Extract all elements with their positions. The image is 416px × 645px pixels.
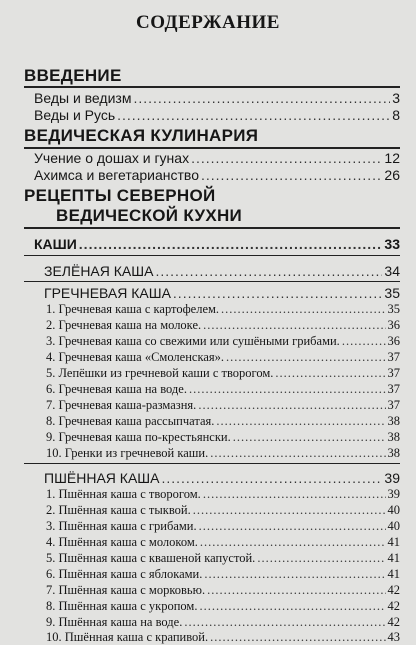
entry-label: 4. Пшённая каша с молоком. <box>46 535 198 549</box>
entry-page: 38 <box>387 414 400 428</box>
entry-label: 8. Гречневая каша рассыпчатая. <box>46 414 215 428</box>
entry-page: 38 <box>387 446 400 460</box>
entry-label: 2. Пшённая каша с тыквой. <box>46 503 191 517</box>
toc-category-porridges <box>34 236 400 252</box>
recipe-entry <box>46 599 400 614</box>
recipe-entry <box>46 366 400 381</box>
recipe-entry <box>46 334 400 349</box>
subsection-divider <box>24 463 400 464</box>
dot-leader <box>207 583 385 598</box>
entry-page: 39 <box>384 470 400 486</box>
entry-label: 10. Гренки из гречневой каши. <box>46 446 209 460</box>
entry-page: 35 <box>387 302 400 316</box>
entry-page: 37 <box>387 366 400 380</box>
subsection-divider <box>24 281 400 282</box>
entry-label: Учение о дошах и гунах <box>34 150 190 166</box>
dot-leader <box>204 567 385 582</box>
dot-leader <box>342 334 386 349</box>
entry-label: Веды и ведизм <box>34 90 132 106</box>
recipe-entry <box>46 567 400 582</box>
dot-leader <box>117 107 390 123</box>
recipe-entry <box>46 519 400 534</box>
entry-label: ЗЕЛЁНАЯ КАША <box>44 263 154 279</box>
recipe-entry <box>46 302 400 317</box>
dot-leader <box>210 630 385 645</box>
entry-label: 10. Пшённая каша с крапивой. <box>46 630 209 644</box>
recipe-entry <box>46 430 400 445</box>
recipe-entry <box>46 551 400 566</box>
dot-leader <box>173 285 383 301</box>
entry-page: 41 <box>387 567 400 581</box>
section-divider <box>24 86 400 88</box>
toc-subsection-buckwheat <box>44 285 400 301</box>
entry-label: 5. Лепёшки из гречневой каши с творогом. <box>46 366 274 380</box>
entry-page: 40 <box>387 519 400 533</box>
entry-label: 7. Гречневая каша-размазня. <box>46 398 197 412</box>
entry-page: 26 <box>384 167 400 183</box>
entry-page: 3 <box>392 90 400 106</box>
recipe-entry <box>46 487 400 502</box>
entry-label: Веды и Русь <box>34 107 116 123</box>
section-heading-recipes-line1: РЕЦЕПТЫ СЕВЕРНОЙ <box>24 186 216 205</box>
recipe-entry <box>46 398 400 413</box>
recipe-entry <box>46 583 400 598</box>
entry-page: 12 <box>384 150 400 166</box>
entry-label: Ахимса и вегетарианство <box>34 167 199 183</box>
entry-label: ПШЁННАЯ КАША <box>44 470 160 486</box>
toc-entry <box>34 150 400 166</box>
dot-leader <box>203 487 386 502</box>
dot-leader <box>184 615 385 630</box>
dot-leader <box>191 150 382 166</box>
dot-leader <box>216 414 385 429</box>
entry-page: 40 <box>387 503 400 517</box>
entry-page: 37 <box>387 350 400 364</box>
entry-label: КАШИ <box>34 236 77 252</box>
recipe-entry <box>46 350 400 365</box>
toc-entry <box>34 167 400 183</box>
entry-label: 7. Пшённая каша с морковью. <box>46 583 206 597</box>
entry-label: 3. Пшённая каша с грибами. <box>46 519 197 533</box>
dot-leader <box>201 167 382 183</box>
entry-label: 8. Пшённая каша с укропом. <box>46 599 198 613</box>
section-divider <box>24 227 400 229</box>
entry-label: 1. Гречневая каша с картофелем. <box>46 302 220 316</box>
page-title: СОДЕРЖАНИЕ <box>136 12 280 33</box>
recipe-entry <box>46 615 400 630</box>
recipe-entry <box>46 382 400 397</box>
dot-leader <box>226 350 385 365</box>
recipe-entry <box>46 446 400 461</box>
entry-page: 42 <box>387 615 400 629</box>
toc-subsection-millet <box>44 470 400 486</box>
section-heading-recipes-line2: ВЕДИЧЕСКОЙ КУХНИ <box>56 206 243 225</box>
entry-label: 3. Гречневая каша со свежими или сушёными грибами. <box>46 334 340 348</box>
recipe-entry <box>46 630 400 645</box>
dot-leader <box>275 366 385 381</box>
entry-label: 5. Пшённая каша с квашеной капустой. <box>46 551 256 565</box>
dot-leader <box>161 470 382 486</box>
toc-subsection-green <box>44 263 400 279</box>
dot-leader <box>189 382 386 397</box>
category-divider <box>24 255 400 256</box>
entry-page: 42 <box>387 599 400 613</box>
recipe-entry <box>46 535 400 550</box>
dot-leader <box>199 519 386 534</box>
dot-leader <box>193 503 386 518</box>
toc-entry <box>34 90 400 106</box>
section-heading-culinary: ВЕДИЧЕСКАЯ КУЛИНАРИЯ <box>24 126 259 145</box>
entry-page: 41 <box>387 551 400 565</box>
dot-leader <box>155 263 382 279</box>
entry-label: 6. Гречневая каша на воде. <box>46 382 187 396</box>
entry-page: 43 <box>387 630 400 644</box>
entry-page: 36 <box>387 318 400 332</box>
entry-page: 34 <box>384 263 400 279</box>
entry-page: 39 <box>387 487 400 501</box>
entry-label: 4. Гречневая каша «Смоленская». <box>46 350 225 364</box>
dot-leader <box>199 599 385 614</box>
dot-leader <box>203 318 385 333</box>
dot-leader <box>198 398 385 413</box>
entry-page: 41 <box>387 535 400 549</box>
entry-page: 38 <box>387 430 400 444</box>
section-divider <box>24 147 400 149</box>
recipe-entry <box>46 414 400 429</box>
dot-leader <box>200 535 386 550</box>
dot-leader <box>221 302 385 317</box>
recipe-entry <box>46 318 400 333</box>
dot-leader <box>210 446 385 461</box>
section-heading-introduction: ВВЕДЕНИЕ <box>24 66 122 85</box>
entry-label: 9. Пшённая каша на воде. <box>46 615 183 629</box>
dot-leader <box>233 430 386 445</box>
entry-page: 37 <box>387 398 400 412</box>
entry-label: 1. Пшённая каша с творогом. <box>46 487 201 501</box>
dot-leader <box>257 551 385 566</box>
entry-label: 2. Гречневая каша на молоке. <box>46 318 202 332</box>
entry-label: ГРЕЧНЕВАЯ КАША <box>44 285 171 301</box>
entry-page: 8 <box>392 107 400 123</box>
toc-entry <box>34 107 400 123</box>
entry-page: 33 <box>384 236 400 252</box>
entry-page: 42 <box>387 583 400 597</box>
entry-page: 36 <box>387 334 400 348</box>
entry-label: 6. Пшённая каша с яблоками. <box>46 567 203 581</box>
entry-page: 35 <box>384 285 400 301</box>
entry-label: 9. Гречневая каша по-крестьянски. <box>46 430 231 444</box>
dot-leader <box>133 90 390 106</box>
entry-page: 37 <box>387 382 400 396</box>
recipe-entry <box>46 503 400 518</box>
dot-leader <box>79 236 383 252</box>
